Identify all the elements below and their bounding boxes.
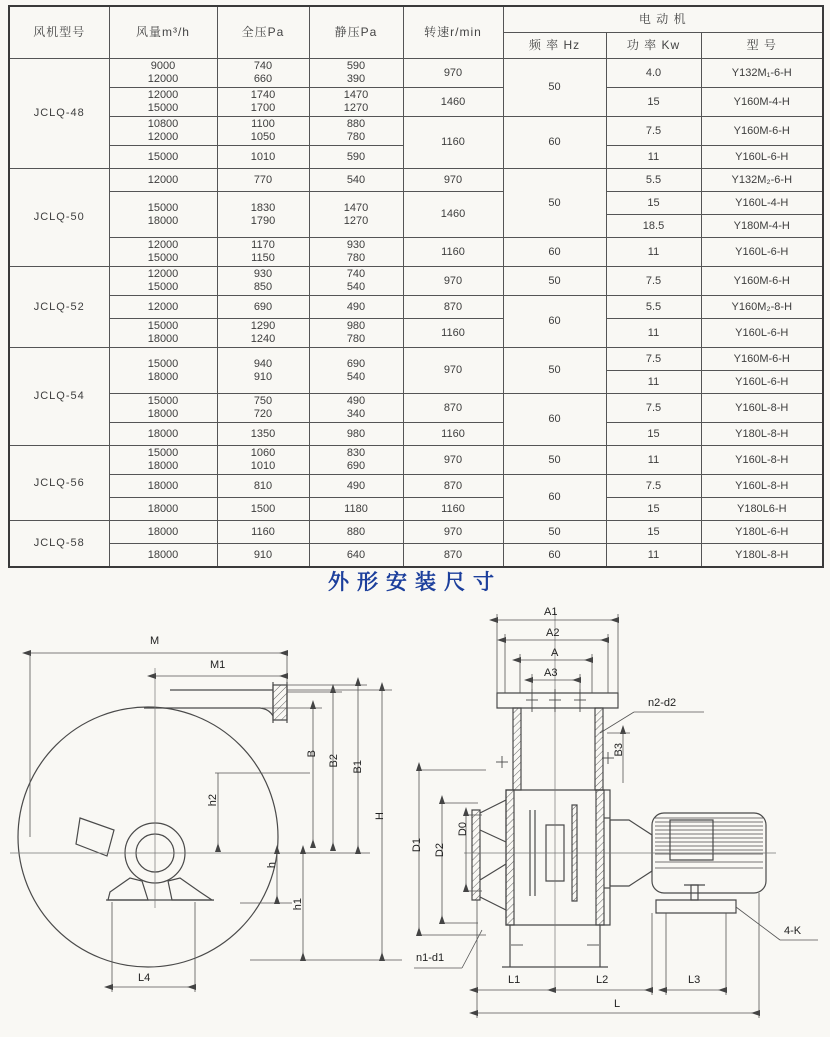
dim-label-B1: B1 [352, 760, 364, 774]
table-cell: Y180L-8-H [701, 423, 823, 446]
table-cell: 12000 [109, 296, 217, 319]
table-cell: 870 [403, 544, 503, 568]
table-body [9, 59, 823, 568]
table-cell: 1160 [403, 238, 503, 267]
front-view-geometry [414, 600, 826, 1037]
table-cell: 1470 1270 [309, 192, 403, 238]
column-header: 功 率 Kw [606, 33, 701, 59]
table-cell: 60 [503, 296, 606, 348]
table-row [9, 446, 823, 475]
dim-label-D1: D1 [411, 838, 423, 853]
left-drawing-side-view [10, 602, 410, 1037]
table-cell: 970 [403, 59, 503, 88]
table-cell: Y180M-4-H [701, 215, 823, 238]
table-cell: 9000 12000 [109, 59, 217, 88]
table-cell: 11 [606, 146, 701, 169]
table-cell: 980 780 [309, 319, 403, 348]
table-cell: Y160L-4-H [701, 192, 823, 215]
table-cell: 12000 15000 [109, 88, 217, 117]
table-cell: 60 [503, 238, 606, 267]
table-cell: 910 [217, 544, 309, 568]
table-cell: 18000 [109, 475, 217, 498]
table-cell: 12000 15000 [109, 238, 217, 267]
table-cell: 1160 [403, 117, 503, 169]
table-cell: 11 [606, 371, 701, 394]
table-cell: 5.5 [606, 296, 701, 319]
table-cell: 1350 [217, 423, 309, 446]
table-cell: 50 [503, 446, 606, 475]
column-header: 静压Pa [309, 6, 403, 59]
table-cell: 7.5 [606, 394, 701, 423]
table-cell: Y132M₁-6-H [701, 59, 823, 88]
table-row [9, 544, 823, 568]
dim-label-4-K: 4-K [784, 925, 802, 937]
table-cell: Y180L-8-H [701, 544, 823, 568]
table-cell: 1830 1790 [217, 192, 309, 238]
table-header [9, 6, 823, 59]
table-cell: 12000 15000 [109, 267, 217, 296]
table-cell: 5.5 [606, 169, 701, 192]
dim-label-h2: h2 [207, 794, 219, 807]
table-cell: 7.5 [606, 117, 701, 146]
table-row [9, 394, 823, 423]
table-cell: 50 [503, 169, 606, 238]
table-cell: 60 [503, 117, 606, 169]
dim-label-A3: A3 [544, 667, 558, 679]
table-cell: JCLQ-48 [9, 59, 109, 169]
dim-label-D0: D0 [457, 822, 469, 837]
dim-label-n2-d2: n2-d2 [648, 697, 677, 709]
table-cell: 490 340 [309, 394, 403, 423]
table-row [9, 475, 823, 498]
table-cell: 18.5 [606, 215, 701, 238]
table-cell: 1160 [403, 319, 503, 348]
dim-label-M: M [150, 635, 160, 647]
table-cell: 870 [403, 296, 503, 319]
table-cell: 1170 1150 [217, 238, 309, 267]
table-cell: 590 390 [309, 59, 403, 88]
table-cell: 11 [606, 238, 701, 267]
column-header: 风量m³/h [109, 6, 217, 59]
table-cell: 15000 18000 [109, 348, 217, 394]
table-cell: 60 [503, 544, 606, 568]
dim-label-L: L [614, 998, 621, 1010]
table-cell: 50 [503, 267, 606, 296]
dim-label-L2: L2 [596, 974, 609, 986]
column-header: 风机型号 [9, 6, 109, 59]
table-cell: 11 [606, 446, 701, 475]
table-cell: 1290 1240 [217, 319, 309, 348]
table-cell: 970 [403, 348, 503, 394]
table-cell: 640 [309, 544, 403, 568]
table-cell: 12000 [109, 169, 217, 192]
column-header: 型 号 [701, 33, 823, 59]
table-cell: 1460 [403, 192, 503, 238]
table-cell: 1160 [403, 423, 503, 446]
table-row [9, 319, 823, 348]
table-row [9, 348, 823, 371]
table-cell: 15 [606, 88, 701, 117]
dim-label-B2: B2 [328, 754, 340, 768]
table-cell: 940 910 [217, 348, 309, 394]
table-cell: JCLQ-58 [9, 521, 109, 568]
table-cell: 18000 [109, 544, 217, 568]
table-cell: 830 690 [309, 446, 403, 475]
table-cell: 7.5 [606, 267, 701, 296]
table-cell: 7.5 [606, 348, 701, 371]
table-cell: 15 [606, 192, 701, 215]
dim-label-M1: M1 [210, 659, 226, 671]
table-cell: 690 [217, 296, 309, 319]
table-cell: 18000 [109, 521, 217, 544]
dim-label-L3: L3 [688, 974, 701, 986]
table-cell: 750 720 [217, 394, 309, 423]
table-cell: 740 540 [309, 267, 403, 296]
section-title: 外形安装尺寸 [328, 571, 502, 594]
dim-label-h1: h1 [292, 898, 304, 911]
table-cell: 690 540 [309, 348, 403, 394]
table-cell: 810 [217, 475, 309, 498]
table-cell: 11 [606, 319, 701, 348]
table-cell: 870 [403, 394, 503, 423]
table-cell: 15000 [109, 146, 217, 169]
table-cell: 1180 [309, 498, 403, 521]
dim-label-L1: L1 [508, 974, 521, 986]
table-cell: 15000 18000 [109, 446, 217, 475]
table-cell: Y180L-6-H [701, 521, 823, 544]
dim-label-L4: L4 [138, 972, 151, 984]
table-cell: 590 [309, 146, 403, 169]
table-cell: 15 [606, 498, 701, 521]
table-cell: 930 850 [217, 267, 309, 296]
dim-label-n1-d1: n1-d1 [416, 952, 445, 964]
table-row [9, 521, 823, 544]
table-row [9, 88, 823, 117]
table-cell: Y132M₂-6-H [701, 169, 823, 192]
table-cell: 15000 18000 [109, 319, 217, 348]
table-cell: 10800 12000 [109, 117, 217, 146]
table-cell: Y180L6-H [701, 498, 823, 521]
column-header: 电 动 机 [503, 6, 823, 33]
table-cell: Y160L-8-H [701, 475, 823, 498]
table-cell: Y160M-6-H [701, 267, 823, 296]
table-row [9, 296, 823, 319]
table-cell: 60 [503, 394, 606, 446]
table-cell: 880 [309, 521, 403, 544]
table-cell: 980 [309, 423, 403, 446]
dim-label-h: h [266, 862, 278, 869]
table-row [9, 169, 823, 192]
dim-label-B3: B3 [613, 743, 625, 757]
table-row [9, 267, 823, 296]
fan-spec-table [8, 5, 824, 568]
table-cell: Y160L-6-H [701, 238, 823, 267]
table-cell: Y160M-6-H [701, 117, 823, 146]
table-cell: Y160M₂-8-H [701, 296, 823, 319]
table-cell: 740 660 [217, 59, 309, 88]
table-cell: 50 [503, 348, 606, 394]
table-cell: Y160L-8-H [701, 446, 823, 475]
table-cell: 1060 1010 [217, 446, 309, 475]
column-header: 转速r/min [403, 6, 503, 59]
table-cell: 15 [606, 521, 701, 544]
table-cell: 770 [217, 169, 309, 192]
table-cell: 490 [309, 296, 403, 319]
table-cell: 880 780 [309, 117, 403, 146]
table-cell: 540 [309, 169, 403, 192]
table-cell: 870 [403, 475, 503, 498]
table-cell: 970 [403, 446, 503, 475]
table-cell: 7.5 [606, 475, 701, 498]
table-cell: 1010 [217, 146, 309, 169]
table-cell: 970 [403, 169, 503, 192]
table-cell: 60 [503, 475, 606, 521]
table-row [9, 59, 823, 88]
table-cell: 1160 [403, 498, 503, 521]
dim-label-A: A [551, 647, 559, 659]
dim-label-H: H [374, 812, 386, 820]
table-cell: 1500 [217, 498, 309, 521]
table-row [9, 117, 823, 146]
table-cell: JCLQ-52 [9, 267, 109, 348]
table-cell: 1100 1050 [217, 117, 309, 146]
table-cell: 4.0 [606, 59, 701, 88]
table-cell: 15000 18000 [109, 394, 217, 423]
table-cell: 1470 1270 [309, 88, 403, 117]
table-row [9, 6, 823, 33]
dim-label-A2: A2 [546, 627, 560, 639]
table-cell: 18000 [109, 498, 217, 521]
table-cell: 18000 [109, 423, 217, 446]
dim-label-D2: D2 [434, 843, 446, 858]
table-cell: 15000 18000 [109, 192, 217, 238]
table-cell: 50 [503, 521, 606, 544]
table-cell: Y160M-4-H [701, 88, 823, 117]
table-cell: Y160L-6-H [701, 319, 823, 348]
table-cell: JCLQ-50 [9, 169, 109, 267]
table-cell: Y160L-8-H [701, 394, 823, 423]
column-header: 全压Pa [217, 6, 309, 59]
table-row [9, 423, 823, 446]
dim-label-A1: A1 [544, 606, 558, 618]
table-cell: 930 780 [309, 238, 403, 267]
table-cell: 15 [606, 423, 701, 446]
table-cell: 50 [503, 59, 606, 117]
table-cell: 970 [403, 521, 503, 544]
table-cell: 1160 [217, 521, 309, 544]
table-cell: 1460 [403, 88, 503, 117]
table-row [9, 238, 823, 267]
table-cell: JCLQ-54 [9, 348, 109, 446]
table-cell: Y160L-6-H [701, 371, 823, 394]
table-cell: Y160L-6-H [701, 146, 823, 169]
column-header: 频 率 Hz [503, 33, 606, 59]
table-cell: 490 [309, 475, 403, 498]
table-cell: 1740 1700 [217, 88, 309, 117]
table-row [9, 498, 823, 521]
table-cell: 970 [403, 267, 503, 296]
right-drawing-front-view [411, 600, 826, 1037]
table-cell: Y160M-6-H [701, 348, 823, 371]
table-cell: JCLQ-56 [9, 446, 109, 521]
dim-label-B: B [306, 750, 318, 758]
table-row [9, 192, 823, 215]
table-cell: 11 [606, 544, 701, 568]
